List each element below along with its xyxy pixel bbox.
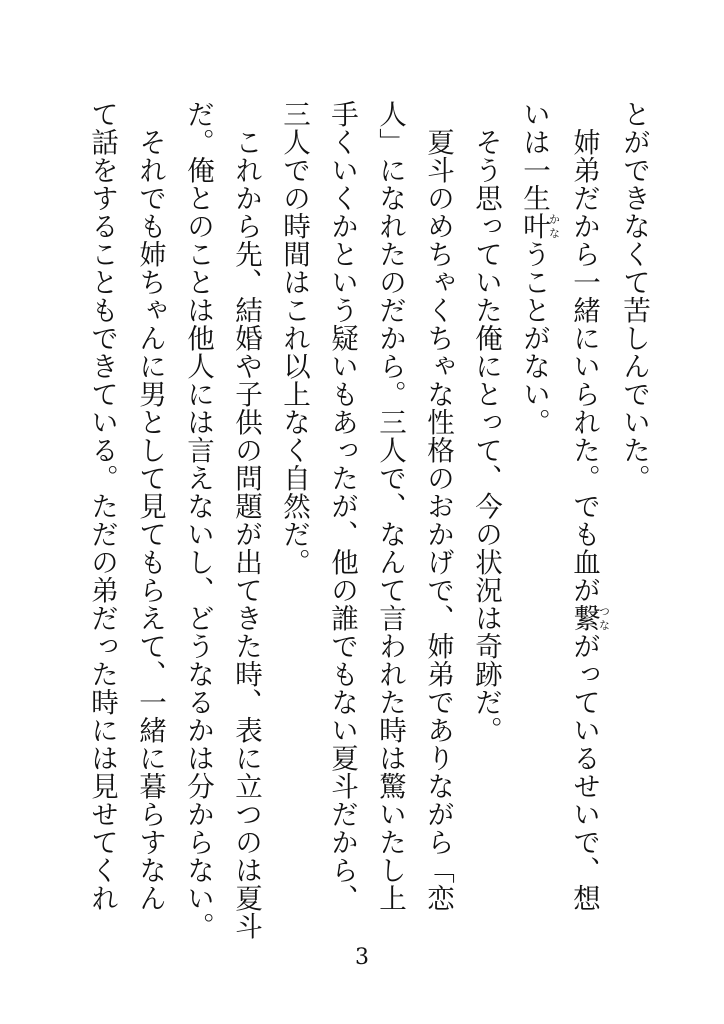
text-line: だ。俺とのことは他人には言えないし、どうなるかは分からない。: [182, 100, 214, 940]
text-line: それでも姉ちゃんに男として見てもらえて、一緒に暮らすなん: [134, 100, 166, 912]
text-line: 手くいくかという疑いもあったが、他の誰でもない夏斗だから、: [326, 100, 358, 912]
text-line: いは一生叶かなうことがない。: [518, 100, 561, 436]
text-line: 夏斗のめちゃくちゃな性格のおかげで、姉弟でありながら「恋: [422, 100, 454, 912]
vertical-text-body: [78, 100, 658, 950]
text-line: 三人での時間はこれ以上なく自然だ。: [278, 100, 310, 576]
text-line: とができなくて苦しんでいた。: [618, 100, 650, 492]
text-line: て話をすることもできている。ただの弟だった時には見せてくれ: [86, 100, 118, 912]
text-line: 人」になれたのだから。三人で、なんて言われた時は驚いたし上: [374, 100, 406, 912]
furigana-reading: つな: [597, 604, 611, 632]
text-line: そう思っていた俺にとって、今の状況は奇跡だ。: [470, 100, 502, 744]
text-line: これから先、結婚や子供の問題が出てきた時、表に立つのは夏斗: [230, 100, 262, 940]
furigana-ruby: 叶かな: [518, 212, 561, 240]
page-number: 3: [355, 945, 369, 970]
furigana-reading: かな: [547, 212, 561, 240]
furigana-ruby: 繋つな: [568, 604, 611, 632]
text-line: 姉弟だから一緒にいられた。でも血が繋つながっているせいで、想: [568, 100, 611, 912]
